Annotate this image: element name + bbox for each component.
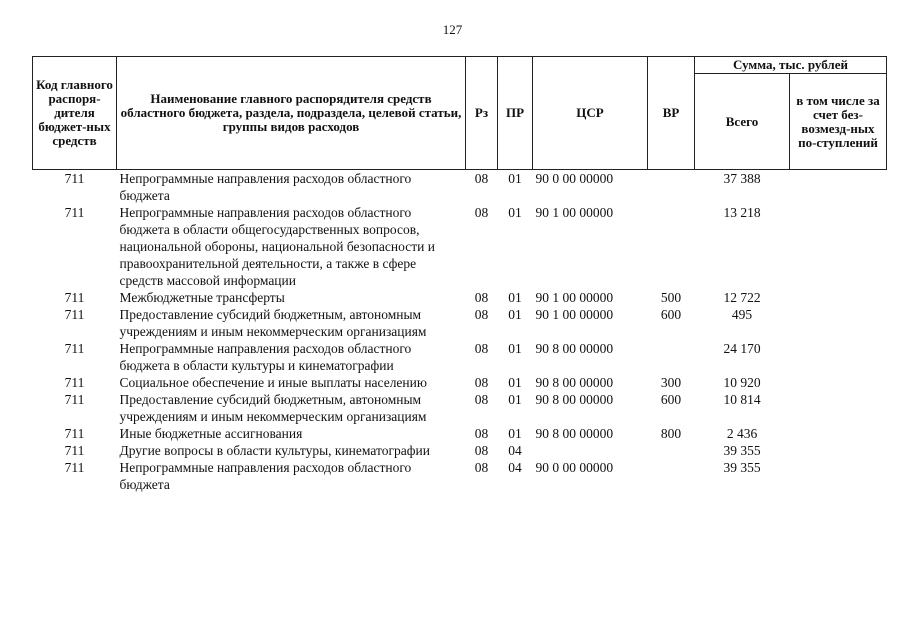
header-rz: Рз: [466, 57, 498, 170]
cell-total: 37 388: [723, 171, 761, 186]
cell-csr: 90 1 00 00000: [535, 307, 614, 322]
cell-vr: 800: [660, 426, 682, 441]
table-row: [33, 340, 887, 374]
header-csr: ЦСР: [533, 57, 648, 170]
table-row: [33, 306, 887, 340]
cell-pr: 01: [508, 375, 522, 390]
cell-name: Социальное обеспечение и иные выплаты населению: [119, 375, 427, 390]
cell-pr: 04: [508, 443, 522, 458]
cell-csr: 90 8 00 00000: [535, 341, 614, 356]
cell-csr: 90 0 00 00000: [535, 460, 614, 475]
header-gratuitous: в том числе за счет без-возмезд-ных по-ступлений: [790, 74, 887, 170]
table-row: [33, 170, 887, 205]
cell-csr: 90 1 00 00000: [535, 290, 614, 305]
cell-code: 711: [64, 426, 85, 441]
cell-vr: 600: [660, 392, 682, 407]
cell-code: 711: [64, 205, 85, 220]
table-row: [33, 374, 887, 391]
cell-pr: 01: [508, 205, 522, 220]
cell-total: 39 355: [723, 460, 761, 475]
cell-code: 711: [64, 290, 85, 305]
cell-vr: [648, 442, 695, 459]
cell-gratuitous: [790, 391, 887, 425]
cell-vr: [648, 340, 695, 374]
table-row: [33, 425, 887, 442]
cell-pr: 01: [508, 307, 522, 322]
cell-rz: 08: [474, 460, 489, 475]
table-row: [33, 204, 887, 289]
cell-csr: 90 0 00 00000: [535, 171, 614, 186]
header-pr: ПР: [498, 57, 533, 170]
cell-vr: [648, 204, 695, 289]
cell-total: 24 170: [723, 341, 761, 356]
cell-total: 495: [731, 307, 753, 322]
cell-gratuitous: [790, 204, 887, 289]
cell-total: 10 920: [723, 375, 761, 390]
table-header: [33, 57, 887, 170]
cell-gratuitous: [790, 306, 887, 340]
cell-total: 12 722: [723, 290, 761, 305]
table-row: [33, 391, 887, 425]
cell-gratuitous: [790, 374, 887, 391]
header-code: Код главного распоря-дителя бюджет-ных средств: [33, 57, 117, 170]
cell-pr: 01: [508, 290, 522, 305]
header-name: Наименование главного распорядителя средств областного бюджета, раздела, подраздела, целевой статьи, группы видов расходов: [117, 57, 466, 170]
cell-rz: 08: [474, 375, 489, 390]
cell-gratuitous: [790, 170, 887, 205]
cell-csr: [533, 442, 648, 459]
cell-total: 2 436: [726, 426, 758, 441]
cell-code: 711: [64, 375, 85, 390]
cell-gratuitous: [790, 459, 887, 493]
cell-pr: 01: [508, 392, 522, 407]
cell-pr: 01: [508, 171, 522, 186]
cell-code: 711: [64, 171, 85, 186]
table-row: [33, 442, 887, 459]
page-number: 127: [442, 22, 463, 37]
cell-name: Другие вопросы в области культуры, кинематографии: [119, 443, 430, 458]
header-total: Всего: [695, 74, 790, 170]
cell-rz: 08: [474, 307, 489, 322]
cell-name: Непрограммные направления расходов областного бюджета в области общегосударственных вопросов, национальной обороны, национальной безопасности и правоохранительной деятельности, а также в сфере средств массовой информации: [119, 205, 435, 288]
cell-gratuitous: [790, 425, 887, 442]
cell-name: Межбюджетные трансферты: [119, 290, 285, 305]
cell-code: 711: [64, 460, 85, 475]
cell-total: 10 814: [723, 392, 761, 407]
cell-vr: [648, 459, 695, 493]
cell-total: 39 355: [723, 443, 761, 458]
budget-table: [32, 56, 887, 493]
cell-name: Предоставление субсидий бюджетным, автономным учреждениям и иным некоммерческим организациям: [119, 307, 427, 339]
cell-gratuitous: [790, 289, 887, 306]
cell-gratuitous: [790, 442, 887, 459]
header-sum: Сумма, тыс. рублей: [695, 57, 887, 74]
cell-code: 711: [64, 307, 85, 322]
cell-name: Непрограммные направления расходов областного бюджета: [119, 460, 412, 492]
cell-csr: 90 8 00 00000: [535, 375, 614, 390]
cell-vr: 500: [660, 290, 682, 305]
cell-vr: [648, 170, 695, 205]
cell-code: 711: [64, 341, 85, 356]
cell-rz: 08: [474, 171, 489, 186]
cell-rz: 08: [474, 392, 489, 407]
cell-gratuitous: [790, 340, 887, 374]
cell-rz: 08: [474, 426, 489, 441]
cell-code: 711: [64, 392, 85, 407]
cell-pr: 01: [508, 426, 522, 441]
cell-rz: 08: [474, 290, 489, 305]
cell-name: Предоставление субсидий бюджетным, автономным учреждениям и иным некоммерческим организациям: [119, 392, 427, 424]
cell-vr: 300: [660, 375, 682, 390]
cell-name: Непрограммные направления расходов областного бюджета в области культуры и кинематографии: [119, 341, 412, 373]
cell-csr: 90 8 00 00000: [535, 392, 614, 407]
cell-total: 13 218: [723, 205, 761, 220]
cell-vr: 600: [660, 307, 682, 322]
table-body: [33, 170, 887, 494]
cell-name: Иные бюджетные ассигнования: [119, 426, 303, 441]
cell-name: Непрограммные направления расходов областного бюджета: [119, 171, 412, 203]
cell-pr: 01: [508, 341, 522, 356]
cell-rz: 08: [474, 443, 489, 458]
table-row: [33, 459, 887, 493]
cell-pr: 04: [508, 460, 522, 475]
cell-rz: 08: [474, 341, 489, 356]
cell-rz: 08: [474, 205, 489, 220]
cell-csr: 90 1 00 00000: [535, 205, 614, 220]
cell-csr: 90 8 00 00000: [535, 426, 614, 441]
header-vr: ВР: [648, 57, 695, 170]
table-row: [33, 289, 887, 306]
cell-code: 711: [64, 443, 85, 458]
